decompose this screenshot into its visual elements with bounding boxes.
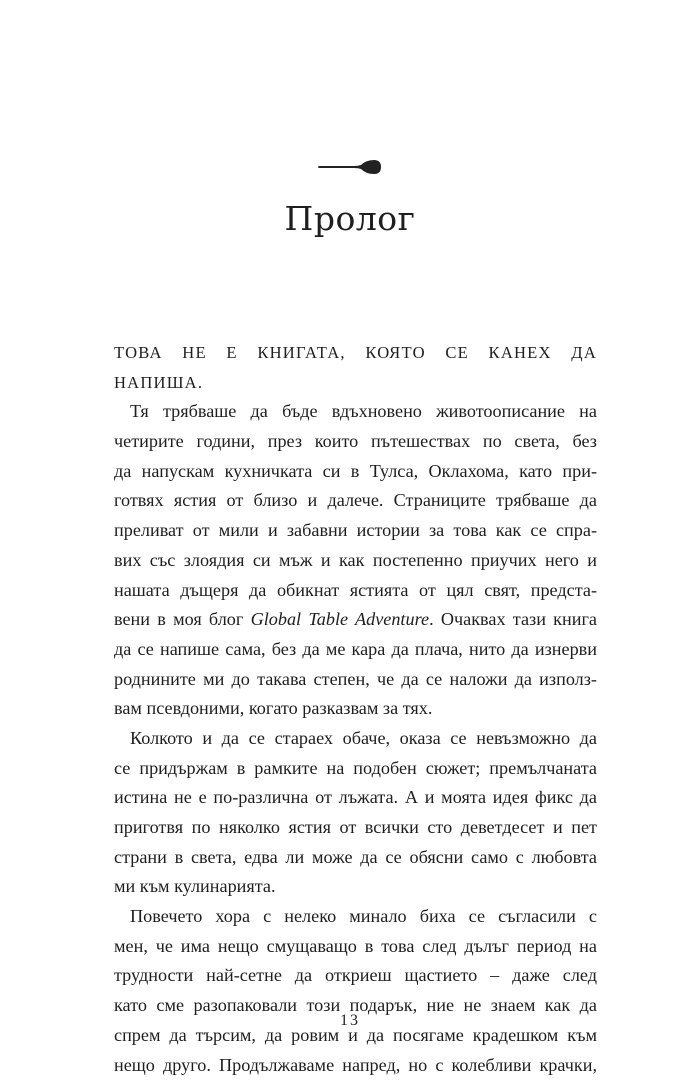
text-line: истина не е по-различна от лъжата. А и моята идея фикс да	[114, 787, 597, 808]
text-line: готвях ястия от близо и далече. Страниците трябваше да	[114, 490, 597, 511]
text-line: роднините ми до такава степен, че да се наложи да използ-	[114, 668, 597, 689]
body-text	[114, 338, 597, 1080]
text-line: ТОВА НЕ Е КНИГАТА, КОЯТО СЕ КАНЕХ ДА	[114, 343, 597, 362]
text-line: да напускам кухничката си в Тулса, Оклахома, като при-	[114, 460, 597, 481]
text-line: преливат от мили и забавни истории за това как се спра-	[114, 520, 597, 541]
text-line: нашата дъщеря да обикнат ястията от цял свят, предста-	[114, 579, 597, 600]
text-line-with-blog	[114, 605, 597, 635]
spoon-icon	[318, 157, 382, 177]
text-line: страни в света, едва ли може да се обясни само с любовта	[114, 846, 597, 867]
text-fragment: . Очаквах тази книга	[429, 609, 597, 630]
page-number: 13	[340, 1012, 360, 1029]
text-line: Тя трябваше да бъде вдъхновено животоописание на	[130, 401, 597, 422]
text-line: трудности най-сетне да откриеш щастието – даже след	[114, 965, 597, 986]
text-line: да се напише сама, без да ме кара да плача, нито да изнерви	[114, 638, 597, 659]
text-line: Колкото и да се стараех обаче, оказа се невъзможно да	[130, 727, 597, 748]
text-line: мен, че има нещо смущаващо в това след дълъг период на	[114, 935, 597, 956]
text-line: ми към кулинарията.	[114, 876, 276, 897]
text-line: приготвя по няколко ястия от всички сто деветдесет и пет	[114, 817, 597, 837]
blog-name: Global Table Adventure	[250, 609, 430, 630]
text-line: като сме разопаковали този подарък, ние не знаем как да	[114, 995, 597, 1016]
text-line: четирите години, през които пътешествах по света, без	[114, 431, 597, 452]
chapter-title: Пролог	[284, 199, 416, 238]
text-fragment: вени в моя блог	[114, 609, 251, 630]
text-line: нещо друго. Продължаваме напред, но с колебливи крачки,	[114, 1054, 597, 1075]
text-line: спрем да търсим, да ровим и да посягаме крадешком към	[114, 1024, 597, 1045]
text-line: НАПИША.	[114, 372, 204, 392]
text-line: се придържам в рамките на подобен сюжет; премълчаната	[114, 757, 597, 778]
text-line: вих със злоядия си мъж и как постепенно приучих него и	[114, 549, 597, 570]
text-line: Повечето хора с нелеко минало биха се съгласили с	[130, 906, 597, 927]
text-line: вам псевдоними, когато разказвам за тях.	[114, 698, 433, 719]
